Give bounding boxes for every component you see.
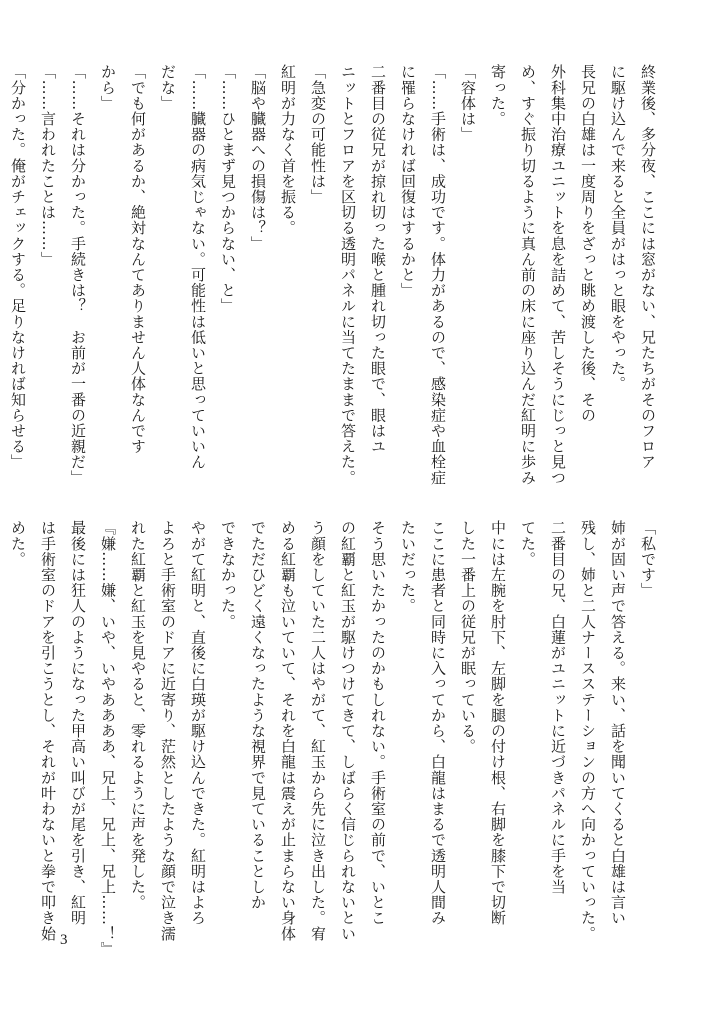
text-line: に駆け込んで来ると全員がはっと眼をやった。 — [609, 64, 627, 392]
text-line: 姉が固い声で答える。来い、話を聞いてくると白雄は言い — [609, 520, 627, 926]
text-line: めた。 — [9, 520, 27, 567]
text-line: 残し、姉と二人ナースステーションの方へ向かっていった。 — [579, 520, 597, 942]
text-line: てた。 — [519, 520, 537, 567]
text-line: 長兄の白雄は一度周りをざっと眺め渡した後、その — [579, 64, 597, 423]
lower-text-block — [9, 520, 663, 957]
text-line: う顔をしていた二人はやがて、紅玉から先に泣き出した。宥 — [309, 520, 327, 942]
text-line: 「でも何があるか、絶対なんてありません人体なんです — [129, 64, 147, 454]
text-line: でただひどく遠くなったような視界で見ていることしか — [249, 520, 267, 910]
text-line: 「分かった。俺がチェックする。足りなければ知らせる」 — [9, 64, 27, 470]
text-line: たいだった。 — [399, 520, 417, 614]
text-line: 「私です」 — [639, 520, 657, 598]
text-line: 「……言われたことは……」 — [39, 64, 57, 267]
text-line: ニットとフロアを区切る透明パネルに当てたままで答えた。 — [339, 64, 357, 486]
text-line: の紅覇と紅玉が駆けつけてきて、しばらく信じられないとい — [339, 520, 357, 942]
text-line: そう思いたかったのかもしれない。手術室の前で、いとこ — [369, 520, 387, 926]
text-line: した一番上の従兄が眠っている。 — [459, 520, 477, 754]
text-line: 中には左腕を肘下、左脚を腿の付け根、右脚を膝下で切断 — [489, 520, 507, 926]
text-line: 「……手術は、成功です。体力があるので、感染症や血栓症 — [429, 64, 447, 486]
text-line: 「……臓器の病気じゃない。可能性は低いと思っていいん — [189, 64, 207, 470]
text-line: よろと手術室のドアに近寄り、茫然としたような顔で泣き濡 — [159, 520, 177, 942]
text-line: 「容体は」 — [459, 64, 477, 142]
text-line: に罹らなければ回復はするかと」 — [399, 64, 417, 298]
text-line: め、すぐ振り切るように真ん前の床に座り込んだ紅明に歩み — [519, 64, 537, 486]
text-line — [0, 520, 3, 940]
text-line: 紅明が力なく首を振る。 — [279, 64, 297, 236]
text-line: できなかった。 — [219, 520, 237, 630]
text-line: 「……それは分かった。手続きは？ お前が一番の近親だ」 — [69, 64, 87, 486]
text-line: 「急変の可能性は」 — [309, 64, 327, 205]
text-line: だな」 — [159, 64, 177, 111]
text-line: 二番目の兄、白蓮がユニットに近づきパネルに手を当 — [549, 520, 567, 895]
text-line: 寄った。 — [489, 64, 507, 127]
text-line: 二番目の従兄が掠れ切った喉と腫れ切った眼で、眼はユ — [369, 64, 387, 454]
text-line: 「脳や臓器への損傷は？」 — [249, 64, 267, 252]
text-line: 『嫌……嫌、いや、いやああああ、兄上、兄上、兄上……！』 — [99, 520, 117, 957]
upper-text-block — [9, 64, 663, 496]
text-line: れた紅覇と紅玉を見やると、零れるように声を発した。 — [129, 520, 147, 910]
text-line: 終業後、多分夜、ここには窓がない、兄たちがそのフロア — [639, 64, 657, 470]
page-number: 3 — [60, 932, 68, 948]
text-line: 最後には狂人のようになった甲高い叫びが尾を引き、紅明 — [69, 520, 87, 926]
text-line: 「……ひとまず見つからない、と」 — [219, 64, 237, 314]
text-line: ここに患者と同時に入ってから、白龍はまるで透明人間み — [429, 520, 447, 926]
text-line: 外科集中治療ユニットを息を詰めて、苦しそうにじっと見つ — [549, 64, 567, 486]
text-line: は手術室のドアを引こうとし、それが叶わないと拳で叩き始 — [39, 520, 57, 942]
text-line: める紅覇も泣いていて、それを白龍は震えが止まらない身体 — [279, 520, 297, 942]
text-line: やがて紅明と、直後に白瑛が駆け込んできた。紅明はよろ — [189, 520, 207, 926]
text-line: から」 — [99, 64, 117, 111]
